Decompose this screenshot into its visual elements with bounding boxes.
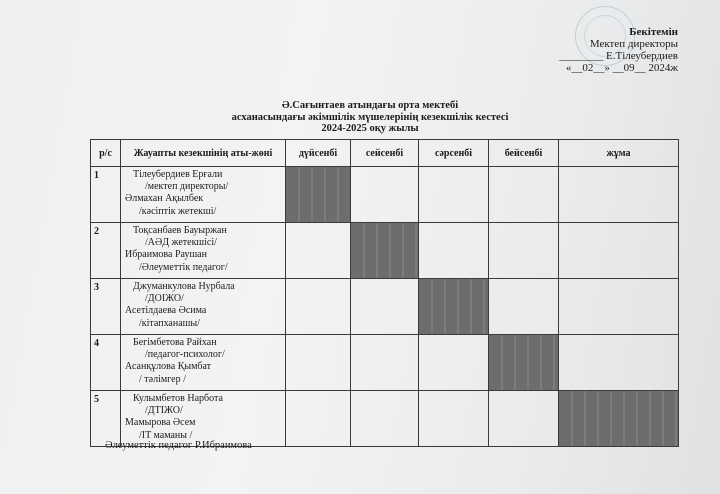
duty-day-cell-filled (286, 167, 351, 223)
person-role: / тәлімгер / (139, 373, 186, 385)
responsible-names-cell (121, 335, 286, 391)
duty-day-cell-filled (419, 279, 489, 335)
header-cell: бейсенбі (489, 140, 559, 167)
table-row (91, 279, 679, 335)
person-name: Тоқсанбаев Бауыржан (133, 225, 227, 236)
person-name: Мамырова Әсем (125, 417, 196, 429)
day-cell (489, 391, 559, 447)
day-cell (559, 167, 679, 223)
heading-line-3: 2024-2025 оқу жылы (321, 123, 419, 134)
day-cell (351, 391, 419, 447)
approval-title: Бекітемін (629, 26, 678, 38)
header-cell: р/с (91, 140, 121, 167)
person-name: Әлмахан Ақылбек (125, 193, 204, 205)
day-cell (559, 335, 679, 391)
approval-position: Мектеп директоры (589, 38, 678, 50)
approval-date: «__02__» __09__ 2024ж (565, 62, 678, 74)
table-row (91, 223, 679, 279)
responsible-names-cell (121, 279, 286, 335)
person-role: /Әлеуметтік педагог/ (139, 261, 228, 273)
person-role: /ДТІЖО/ (145, 405, 183, 417)
person-role: /педагог-психолог/ (145, 349, 225, 361)
duty-day-cell-filled (489, 335, 559, 391)
person-name: Ибраимова Раушан (125, 249, 207, 261)
person-role: /IT маманы / (139, 429, 193, 441)
day-cell (559, 279, 679, 335)
day-cell (489, 279, 559, 335)
table-row (91, 335, 679, 391)
document-heading (180, 100, 560, 135)
table-row (91, 391, 679, 447)
row-number: 5 (91, 391, 121, 447)
header-cell: дүйсенбі (286, 140, 351, 167)
person-name: Джуманкулова Нурбала (133, 281, 235, 292)
person-name: Бегімбетова Райхан (133, 337, 217, 348)
day-cell (419, 335, 489, 391)
footer-signature: Әлеуметтік педагог Р.Ибраимова (105, 440, 252, 451)
person-name: Тілеубердиев Ерғали (133, 169, 223, 180)
person-role: /ДОІЖО/ (145, 293, 184, 305)
day-cell (351, 335, 419, 391)
header-cell: Жауапты кезекшінің аты-жөні (121, 140, 286, 167)
duty-day-cell-filled (351, 223, 419, 279)
heading-line-1: Ә.Сағынтаев атындағы орта мектебі (281, 100, 459, 111)
day-cell (351, 279, 419, 335)
person-name: Асетілдаева Әсима (125, 305, 207, 317)
header-cell: жұма (559, 140, 679, 167)
day-cell (419, 167, 489, 223)
responsible-names-cell (121, 391, 286, 447)
duty-schedule-table (90, 139, 679, 447)
row-number: 4 (91, 335, 121, 391)
day-cell (489, 167, 559, 223)
day-cell (419, 223, 489, 279)
day-cell (419, 391, 489, 447)
day-cell (351, 167, 419, 223)
table-row (91, 167, 679, 223)
day-cell (559, 223, 679, 279)
approval-block (478, 26, 678, 74)
person-role: /АӘД жетекшісі/ (145, 237, 217, 249)
day-cell (286, 335, 351, 391)
header-cell: сәрсенбі (419, 140, 489, 167)
person-role: /мектеп директоры/ (145, 181, 229, 193)
table-header-row (91, 140, 679, 167)
heading-line-2: асханасындағы әкімшілік мүшелерінің кезекшілік кестесі (231, 111, 509, 123)
row-number: 1 (91, 167, 121, 223)
approval-signature: ________ Е.Тілеубердиев (559, 50, 678, 62)
person-name: Асанқұлова Қымбат (125, 361, 212, 373)
row-number: 2 (91, 223, 121, 279)
day-cell (286, 391, 351, 447)
day-cell (489, 223, 559, 279)
row-number: 3 (91, 279, 121, 335)
person-name: Кулымбетов Нарбота (133, 393, 223, 404)
responsible-names-cell (121, 167, 286, 223)
header-cell: сейсенбі (351, 140, 419, 167)
responsible-names-cell (121, 223, 286, 279)
person-role: /кітапханашы/ (139, 317, 200, 329)
duty-day-cell-filled (559, 391, 679, 447)
person-role: /кәсіптік жетекші/ (139, 205, 217, 217)
day-cell (286, 223, 351, 279)
day-cell (286, 279, 351, 335)
